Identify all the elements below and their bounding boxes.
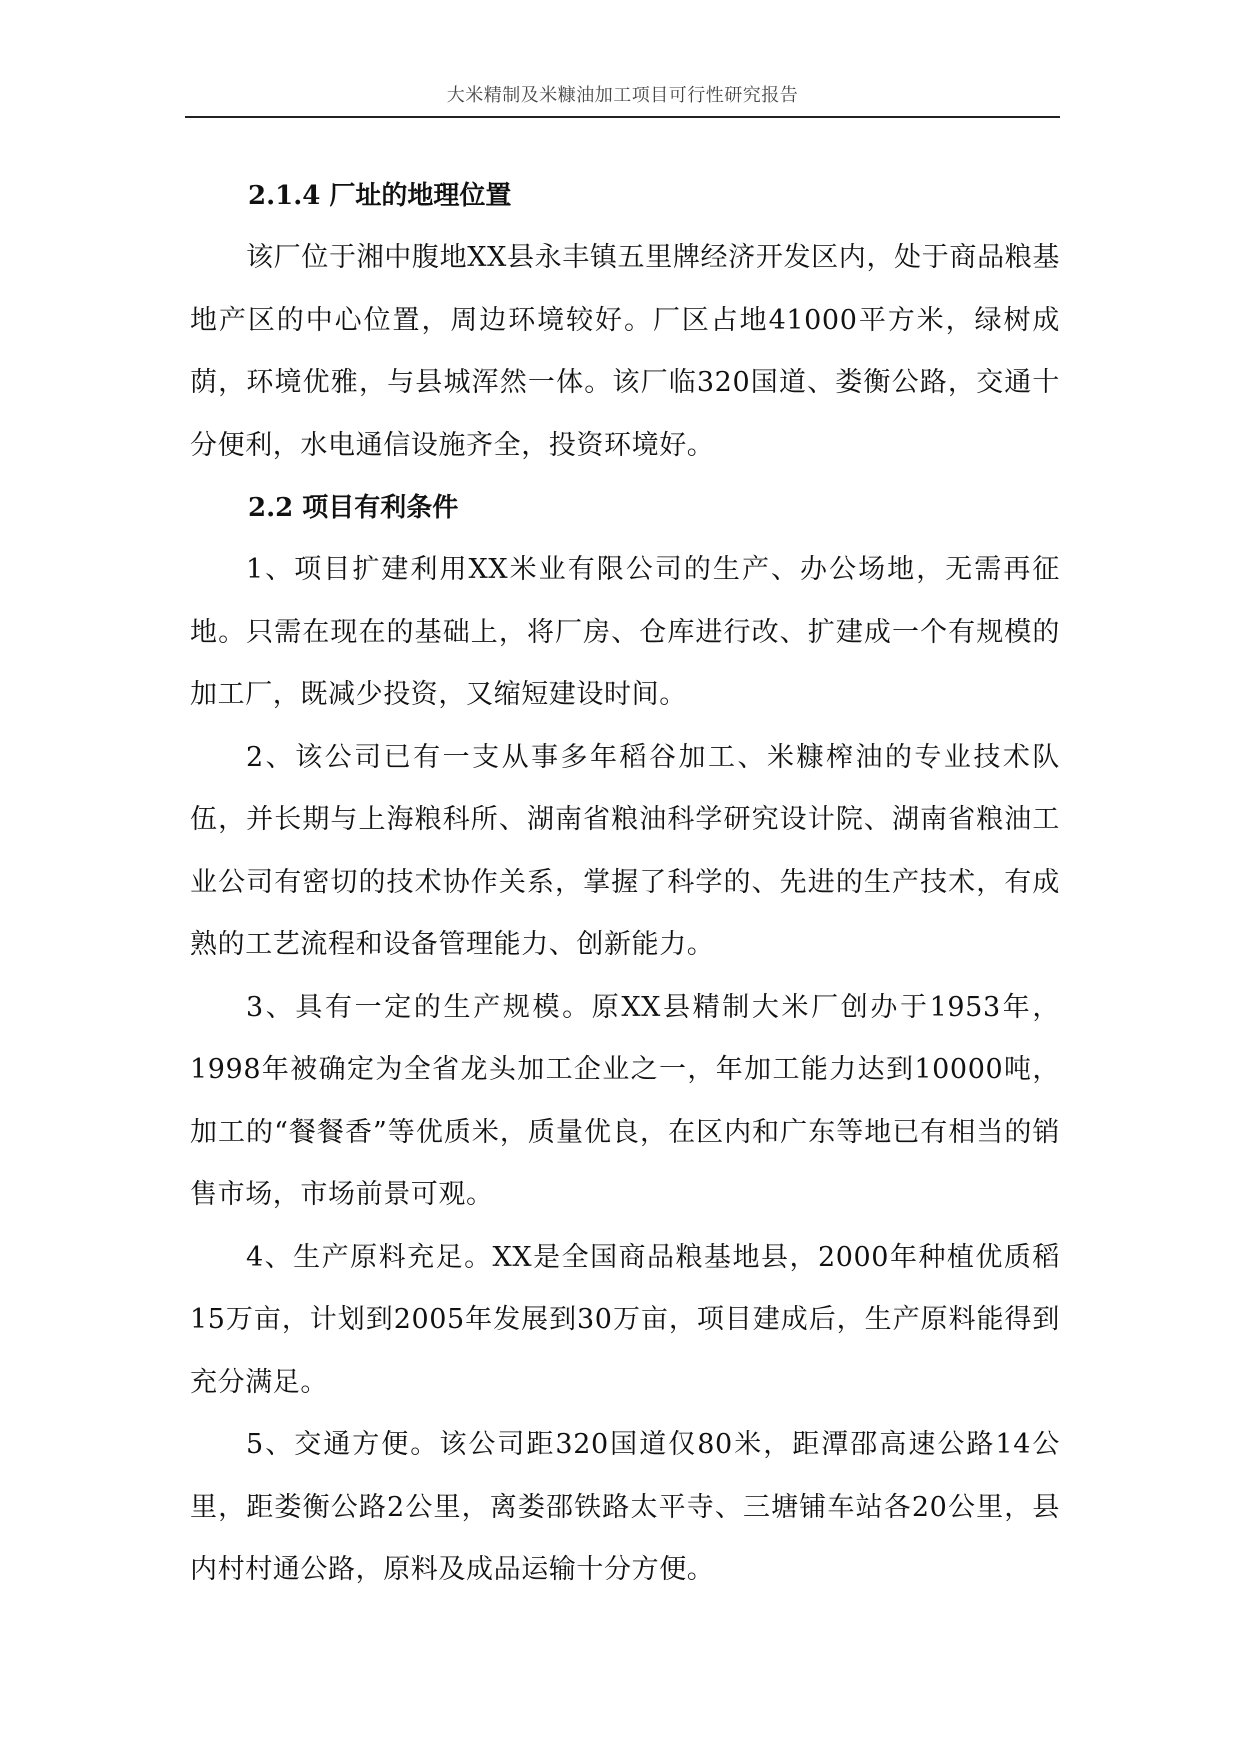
list-item-5: 5、交通方便。该公司距320国道仅80米，距潭邵高速公路14公里，距娄衡公路2公里，离娄邵铁路太平寺、三塘铺车站各20公里，县内村村通公路，原料及成品运输十分方便。 (190, 1429, 1060, 1585)
heading-2-1-4: 2.1.4 厂址的地理位置 (248, 181, 512, 211)
paragraph-site-location: 该厂位于湘中腹地XX县永丰镇五里牌经济开发区内，处于商品粮基地产区的中心位置，周边环境较好。厂区占地41000平方米，绿树成荫，环境优雅，与县城浑然一体。该厂临320国道、娄衡公路，交通十分便利，水电通信设施齐全，投资环境好。 (190, 242, 1060, 461)
list-item-2: 2、该公司已有一支从事多年稻谷加工、米糠榨油的专业技术队伍，并长期与上海粮科所、湖南省粮油科学研究设计院、湖南省粮油工业公司有密切的技术协作关系，掌握了科学的、先进的生产技术，有成熟的工艺流程和设备管理能力、创新能力。 (190, 741, 1060, 960)
header-title: 大米精制及米糠油加工项目可行性研究报告 (446, 85, 799, 106)
page-header (185, 86, 1060, 118)
heading-2-2: 2.2 项目有利条件 (248, 493, 459, 523)
document-body (190, 165, 1060, 1602)
list-item-3: 3、具有一定的生产规模。原XX县精制大米厂创办于1953年，1998年被确定为全省龙头加工企业之一，年加工能力达到10000吨，加工的“餐餐香”等优质米，质量优良，在区内和广东等地已有相当的销售市场，市场前景可观。 (190, 991, 1060, 1210)
list-item-4: 4、生产原料充足。XX是全国商品粮基地县，2000年种植优质稻15万亩，计划到2005年发展到30万亩，项目建成后，生产原料能得到充分满足。 (190, 1241, 1060, 1398)
list-item-1: 1、项目扩建利用XX米业有限公司的生产、办公场地，无需再征地。只需在现在的基础上，将厂房、仓库进行改、扩建成一个有规模的加工厂，既减少投资，又缩短建设时间。 (190, 554, 1060, 710)
